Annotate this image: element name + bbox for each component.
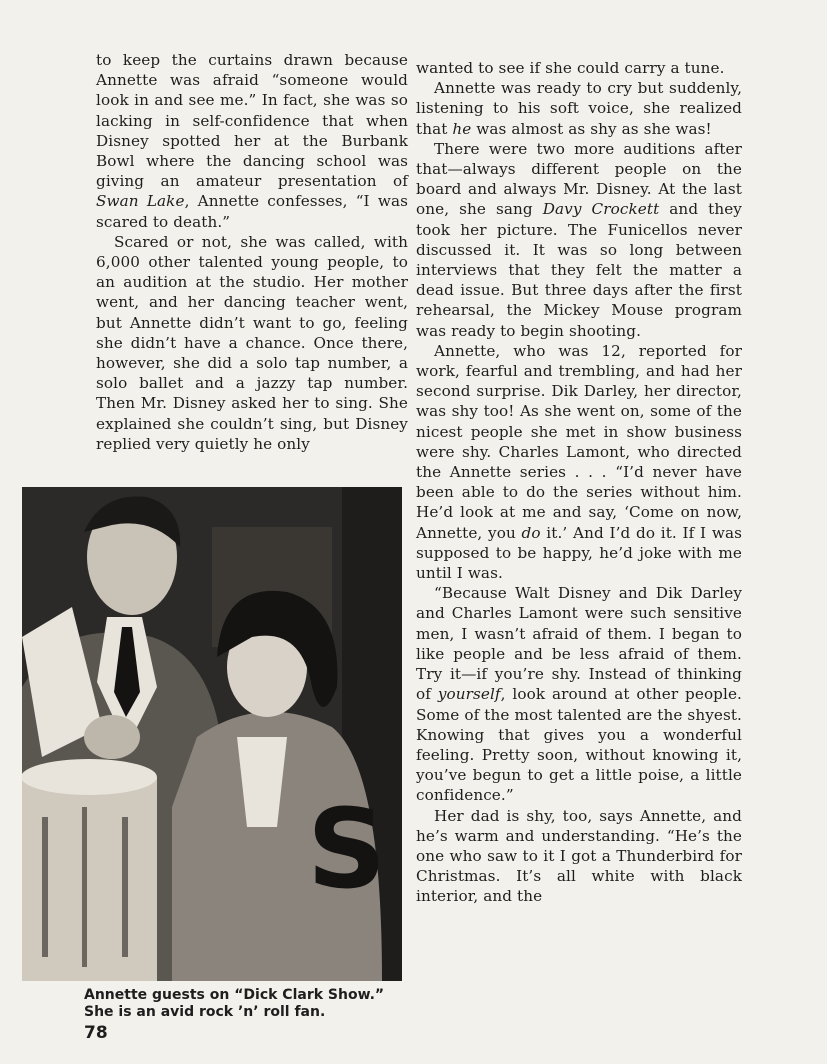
caption-line-1: Annette guests on “Dick Clark Show.” bbox=[84, 987, 385, 1003]
right-paragraph-5: “Because Walt Disney and Dik Darley and Charles Lamont were such sensitive men, I wasn’t afraid of them. I began to like people and be less afraid of them. Try it—if you’re shy. Instead of thinking of yourself, look around at other people. Some of the most talented are the shyest. Knowing that gives you a wonderful feeling. Pretty soon, without knowing it, you’ve begun to get a little poise, a little confidence.” bbox=[416, 584, 742, 805]
man-hand bbox=[84, 715, 140, 759]
right-paragraph-6: Her dad is shy, too, says Annette, and he’s warm and understanding. “He’s the one who saw to it I got a Thunderbird for Christmas. It’s all white with black interior, and the bbox=[416, 806, 742, 906]
prop-drum-stripe bbox=[122, 817, 128, 957]
photo-dick-clark-annette bbox=[22, 487, 402, 981]
right-paragraph-3: There were two more auditions after that—always different people on the board and always Mr. Disney. At the last one, she sang Davy Crockett and they took her picture. The Funicellos never discussed it. It was so long between interviews that they felt the matter a dead issue. But three days after the first rehearsal, the Mickey Mouse program was ready to begin shooting. bbox=[416, 139, 742, 340]
page-number: 78 bbox=[84, 1023, 108, 1043]
left-paragraph-2: Scared or not, she was called, with 6,000 other talented young people, to an audition at the studio. Her mother went, and her dancing teacher went, but Annette didn’t want to go, feeling she didn’t have a chance. Once there, however, she did a solo tap number, a solo ballet and a jazzy tap number. Then Mr. Disney asked her to sing. She explained she couldn’t sing, but Disney replied very quietly he only bbox=[96, 232, 408, 453]
photo-caption bbox=[84, 987, 404, 1021]
prop-drum-top bbox=[22, 759, 157, 795]
right-paragraph-1: wanted to see if she could carry a tune. bbox=[416, 59, 725, 77]
prop-drum-stripe bbox=[42, 817, 48, 957]
left-paragraph-1: to keep the curtains drawn because Annette was afraid “someone would look in and see me.” In fact, she was so lacking in self-confidence that when Disney spotted her at the Burbank Bowl where the dancing school was giving an amateur presentation of Swan Lake, Annette confesses, “I was scared to death.” bbox=[96, 51, 408, 231]
caption-line-2: She is an avid rock ’n’ roll fan. bbox=[84, 1004, 326, 1020]
right-paragraph-2: Annette was ready to cry but suddenly, listening to his soft voice, she realized that he was almost as shy as she was! bbox=[416, 79, 742, 138]
sweater-letter: S bbox=[307, 785, 387, 913]
left-text-column bbox=[96, 50, 408, 454]
right-text-column bbox=[416, 58, 742, 907]
photo-illustration bbox=[22, 487, 402, 981]
prop-drum-stripe bbox=[82, 807, 87, 967]
right-paragraph-4: Annette, who was 12, reported for work, fearful and trembling, and had her second surprise. Dik Darley, her director, was shy too! As she went on, some of the nicest people she met in show business were shy. Charles Lamont, who directed the Annette series . . . “I’d never have been able to do the series without him. He’d look at me and say, ‘Come on now, Annette, you do it.’ And I’d do it. If I was supposed to be happy, he’d joke with me until I was. bbox=[416, 341, 742, 583]
